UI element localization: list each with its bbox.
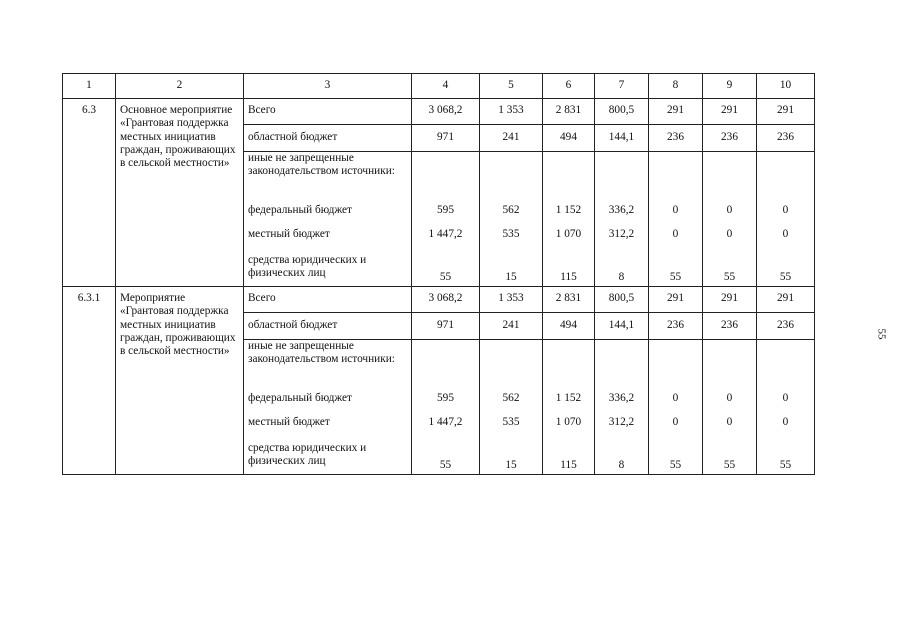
page-number: 55 [875, 328, 888, 340]
value-cell [595, 340, 649, 391]
header-cell: 4 [412, 74, 480, 99]
header-cell: 7 [595, 74, 649, 99]
funding-source: средства юридических и физических лиц [244, 250, 412, 287]
value-cell: 55 [757, 250, 815, 287]
funding-source: Всего [244, 99, 412, 125]
value-cell: 1 070 [543, 226, 595, 250]
value-cell: 1 353 [480, 287, 543, 313]
value-cell: 15 [480, 250, 543, 287]
header-cell: 2 [116, 74, 244, 99]
value-cell: 1 152 [543, 390, 595, 414]
item-code: 6.3.1 [63, 287, 116, 475]
value-cell [757, 152, 815, 203]
value-cell: 312,2 [595, 226, 649, 250]
header-cell: 5 [480, 74, 543, 99]
value-cell: 236 [757, 313, 815, 340]
value-cell [649, 340, 703, 391]
item-name: Мероприятие «Грантовая поддержка местных инициатив граждан, проживающих в сельской местности» [116, 287, 244, 475]
header-cell: 10 [757, 74, 815, 99]
value-cell: 1 447,2 [412, 414, 480, 438]
value-cell: 0 [703, 202, 757, 226]
value-cell: 0 [757, 226, 815, 250]
value-cell: 291 [703, 287, 757, 313]
funding-source: областной бюджет [244, 313, 412, 340]
value-cell: 0 [649, 226, 703, 250]
value-cell: 0 [649, 390, 703, 414]
value-cell: 971 [412, 125, 480, 152]
value-cell: 0 [649, 202, 703, 226]
value-cell [480, 340, 543, 391]
value-cell: 144,1 [595, 125, 649, 152]
funding-source: иные не запрещенные законодательством источники: [244, 340, 412, 391]
value-cell: 115 [543, 438, 595, 475]
header-cell: 1 [63, 74, 116, 99]
value-cell: 241 [480, 125, 543, 152]
value-cell: 494 [543, 125, 595, 152]
value-cell: 562 [480, 202, 543, 226]
value-cell [543, 152, 595, 203]
value-cell: 1 070 [543, 414, 595, 438]
value-cell: 8 [595, 250, 649, 287]
value-cell: 291 [757, 287, 815, 313]
value-cell: 535 [480, 414, 543, 438]
value-cell: 55 [649, 250, 703, 287]
header-cell: 9 [703, 74, 757, 99]
header-cell: 3 [244, 74, 412, 99]
value-cell: 1 152 [543, 202, 595, 226]
value-cell: 2 831 [543, 287, 595, 313]
value-cell: 291 [757, 99, 815, 125]
value-cell: 595 [412, 390, 480, 414]
value-cell: 971 [412, 313, 480, 340]
value-cell: 15 [480, 438, 543, 475]
value-cell: 0 [649, 414, 703, 438]
value-cell: 241 [480, 313, 543, 340]
funding-source: иные не запрещенные законодательством источники: [244, 152, 412, 203]
value-cell: 0 [757, 414, 815, 438]
header-cell: 8 [649, 74, 703, 99]
table-body [63, 99, 815, 475]
value-cell: 494 [543, 313, 595, 340]
value-cell: 291 [649, 287, 703, 313]
value-cell: 595 [412, 202, 480, 226]
value-cell: 0 [703, 414, 757, 438]
value-cell: 55 [412, 438, 480, 475]
value-cell: 336,2 [595, 390, 649, 414]
value-cell: 0 [757, 202, 815, 226]
value-cell: 236 [703, 125, 757, 152]
funding-source: средства юридических и физических лиц [244, 438, 412, 475]
value-cell: 55 [703, 250, 757, 287]
value-cell: 336,2 [595, 202, 649, 226]
funding-source: Всего [244, 287, 412, 313]
value-cell: 55 [703, 438, 757, 475]
value-cell: 1 353 [480, 99, 543, 125]
header-cell: 6 [543, 74, 595, 99]
funding-source: областной бюджет [244, 125, 412, 152]
value-cell: 800,5 [595, 287, 649, 313]
funding-source: федеральный бюджет [244, 202, 412, 226]
item-code: 6.3 [63, 99, 116, 287]
table-row [63, 99, 815, 125]
value-cell: 3 068,2 [412, 99, 480, 125]
value-cell: 3 068,2 [412, 287, 480, 313]
value-cell: 0 [703, 390, 757, 414]
table-row [63, 287, 815, 313]
value-cell: 2 831 [543, 99, 595, 125]
value-cell: 8 [595, 438, 649, 475]
value-cell [480, 152, 543, 203]
value-cell: 1 447,2 [412, 226, 480, 250]
value-cell: 55 [649, 438, 703, 475]
value-cell: 236 [757, 125, 815, 152]
value-cell: 535 [480, 226, 543, 250]
value-cell [757, 340, 815, 391]
value-cell: 115 [543, 250, 595, 287]
value-cell: 236 [703, 313, 757, 340]
value-cell [412, 340, 480, 391]
value-cell: 55 [757, 438, 815, 475]
value-cell: 312,2 [595, 414, 649, 438]
value-cell [703, 340, 757, 391]
value-cell: 291 [649, 99, 703, 125]
value-cell [595, 152, 649, 203]
budget-table [62, 73, 815, 475]
value-cell: 236 [649, 313, 703, 340]
value-cell: 0 [757, 390, 815, 414]
value-cell [412, 152, 480, 203]
value-cell: 800,5 [595, 99, 649, 125]
value-cell: 236 [649, 125, 703, 152]
value-cell [543, 340, 595, 391]
header-row [63, 74, 815, 99]
value-cell: 0 [703, 226, 757, 250]
funding-source: местный бюджет [244, 226, 412, 250]
value-cell: 291 [703, 99, 757, 125]
value-cell [649, 152, 703, 203]
value-cell: 55 [412, 250, 480, 287]
funding-source: федеральный бюджет [244, 390, 412, 414]
value-cell [703, 152, 757, 203]
funding-source: местный бюджет [244, 414, 412, 438]
value-cell: 562 [480, 390, 543, 414]
value-cell: 144,1 [595, 313, 649, 340]
item-name: Основное мероприятие «Грантовая поддержка местных инициатив граждан, проживающих в сельской местности» [116, 99, 244, 287]
